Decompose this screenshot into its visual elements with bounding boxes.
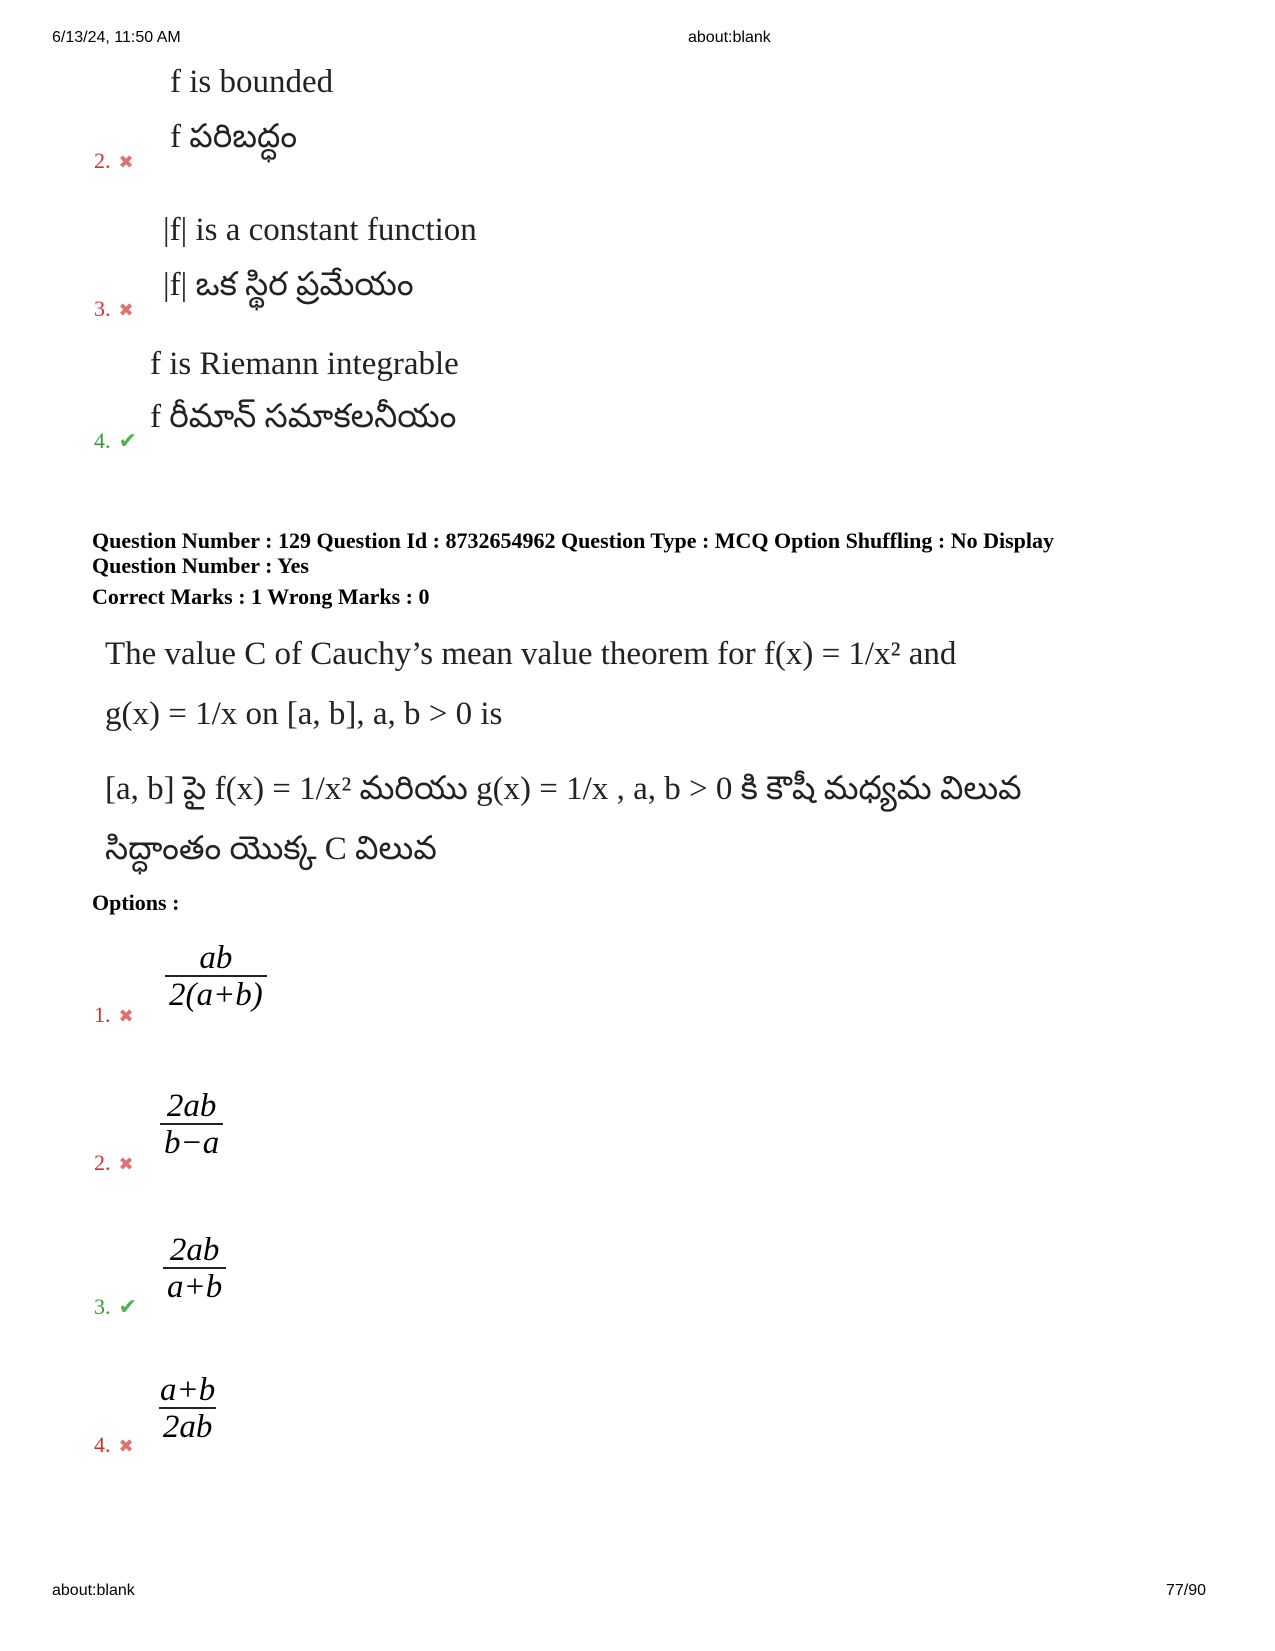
option-text-te: |f| ఒక స్థిర ప్రమేయం <box>163 267 414 303</box>
fraction <box>165 942 267 1012</box>
page-number: 77/90 <box>1166 1582 1207 1599</box>
check-icon: ✔ <box>118 1294 137 1319</box>
option-number: 3. ✔ <box>94 1294 137 1319</box>
print-url: about:blank <box>688 29 771 46</box>
fraction <box>160 1090 223 1160</box>
numerator: ab <box>199 940 233 976</box>
numerator: a+b <box>160 1372 216 1408</box>
numerator: 2ab <box>169 1232 220 1268</box>
option-number: 4. ✖ <box>94 1432 134 1457</box>
option-number: 4. ✔ <box>94 428 137 453</box>
footer-url: about:blank <box>52 1582 135 1599</box>
option-number: 2. ✖ <box>94 148 134 173</box>
option-text-te: f పరిబద్ధం <box>170 119 298 155</box>
cross-icon: ✖ <box>118 300 134 320</box>
option-text-te: f రీమాన్ సమాకలనీయం <box>150 399 457 435</box>
options-label: Options : <box>92 890 180 915</box>
question-text-te-1: [a, b] పై f(x) = 1/x² మరియు g(x) = 1/x , a, b > 0 కి కౌషీ మధ్యమ విలువ <box>105 771 1022 807</box>
print-datetime: 6/13/24, 11:50 AM <box>52 29 181 46</box>
fraction <box>156 1374 219 1444</box>
option-number: 2. ✖ <box>94 1150 134 1175</box>
cross-icon: ✖ <box>118 152 134 172</box>
denominator: a+b <box>163 1267 226 1304</box>
check-icon: ✔ <box>118 428 137 453</box>
question-text-te-2: సిద్ధాంతం యొక్క C విలువ <box>105 831 437 867</box>
denominator: b−a <box>160 1123 223 1160</box>
fraction <box>163 1234 226 1304</box>
cross-icon: ✖ <box>118 1154 134 1174</box>
option-text-en: f is Riemann integrable <box>150 346 459 382</box>
cross-icon: ✖ <box>118 1006 134 1026</box>
option-number: 1. ✖ <box>94 1002 134 1027</box>
question-meta: Question Number : 129 Question Id : 8732654962 Question Type : MCQ Option Shuffling : No Display <box>92 528 1055 553</box>
question-text-en-2: g(x) = 1/x on [a, b], a, b > 0 is <box>105 696 503 732</box>
question-marks: Correct Marks : 1 Wrong Marks : 0 <box>92 584 430 609</box>
question-meta-2: Question Number : Yes <box>92 553 309 578</box>
option-text-en: |f| is a constant function <box>163 212 477 248</box>
denominator: 2(a+b) <box>165 975 267 1012</box>
denominator: 2ab <box>159 1407 217 1444</box>
question-text-en-1: The value C of Cauchy’s mean value theorem for f(x) = 1/x² and <box>105 636 957 672</box>
option-number: 3. ✖ <box>94 296 134 321</box>
cross-icon: ✖ <box>118 1436 134 1456</box>
numerator: 2ab <box>166 1088 217 1124</box>
option-text-en: f is bounded <box>170 64 334 100</box>
